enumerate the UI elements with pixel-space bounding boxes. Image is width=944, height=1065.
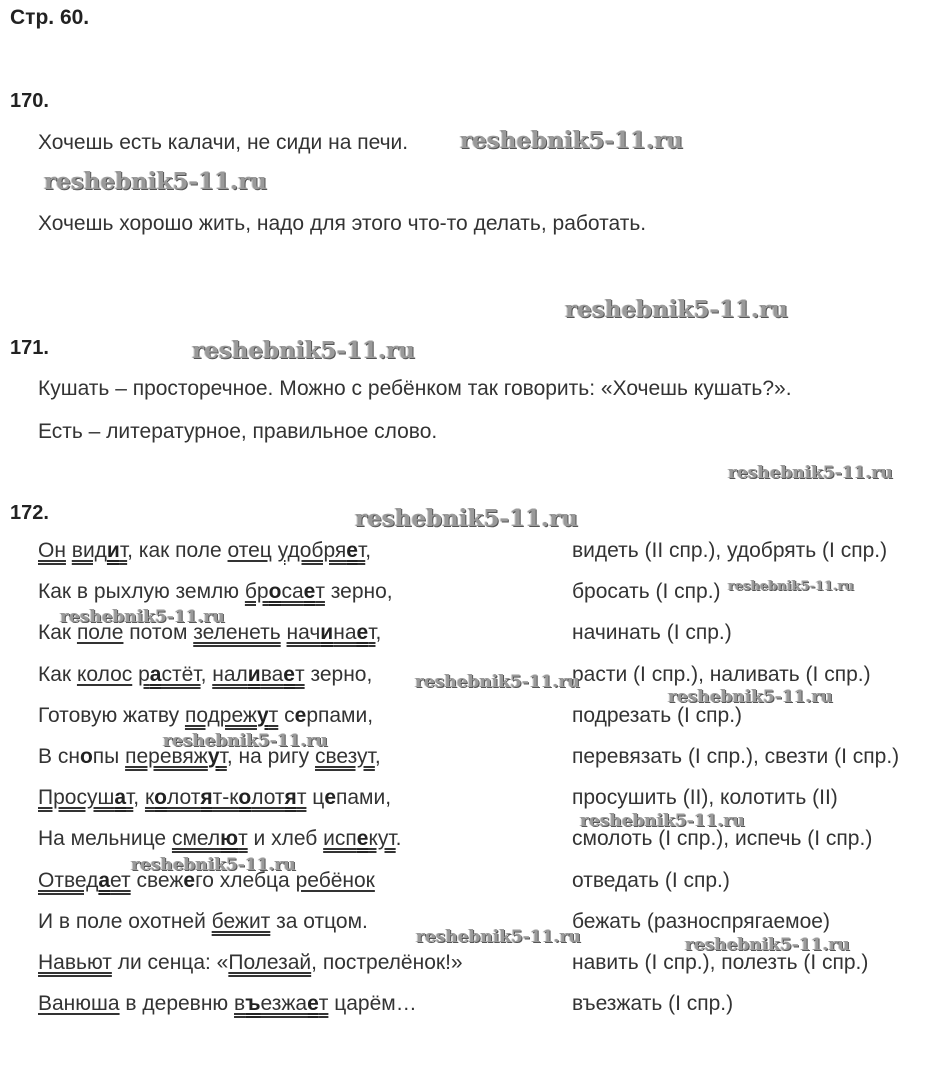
exercise-171-number: 171.	[10, 337, 49, 359]
underlined-word: на	[333, 621, 357, 644]
exercise-170-line-2: Хочешь хорошо жить, надо для этого что-то делать, работать.	[38, 212, 647, 235]
underlined-word: лот	[166, 786, 201, 809]
underlined-word: подреж	[184, 704, 257, 727]
underlined-word: и	[320, 621, 334, 644]
poem-row	[38, 704, 944, 734]
underlined-word: т	[318, 992, 329, 1015]
watermark: reshebnik5-11.ru	[668, 687, 833, 707]
underlined-word: нал	[212, 663, 248, 686]
underlined-word: и	[247, 663, 261, 686]
underlined-word: т	[294, 663, 305, 686]
underlined-word: у	[256, 704, 269, 727]
conjugation-note: подрезать (I спр.)	[572, 704, 743, 727]
underlined-word: перевяж	[125, 745, 208, 768]
poem-line: В снопы перевяжут, на ригу свезут,	[38, 745, 381, 768]
underlined-word: удобря	[277, 539, 347, 562]
underlined-word: и	[106, 539, 120, 562]
underlined-word: Просуш	[38, 786, 115, 809]
poem-line: Готовую жатву подрежут серпами,	[38, 704, 374, 727]
underlined-word: т	[126, 786, 134, 809]
exercise-170-number: 170.	[10, 90, 49, 112]
underlined-word: о	[238, 786, 252, 809]
watermark: reshebnik5-11.ru	[44, 168, 267, 195]
underlined-word: т	[296, 786, 307, 809]
underlined-word: о	[268, 580, 282, 603]
conjugation-note: отведать (I спр.)	[572, 869, 730, 892]
conjugation-note: начинать (I спр.)	[572, 621, 732, 644]
poem-line: Ванюша в деревню въезжает царём…	[38, 992, 417, 1015]
underlined-word: бр	[244, 580, 269, 603]
underlined-word: к	[144, 786, 155, 809]
watermark: reshebnik5-11.ru	[728, 579, 855, 594]
underlined-word: т	[315, 580, 325, 603]
underlined-word: я	[284, 786, 297, 809]
exercise-171-line-1: Кушать – просторечное. Можно с ребёнком так говорить: «Хочешь кушать?».	[38, 377, 792, 400]
underlined-word: исп	[323, 827, 357, 850]
underlined-word: ъ	[245, 992, 261, 1015]
underlined-word: т	[268, 704, 279, 727]
underlined-word: са	[281, 580, 304, 603]
page-label: Стр. 60.	[10, 6, 90, 29]
poem-line: Просушат, колотят-колотят цепами,	[38, 786, 392, 809]
poem-line: На мельнице смелют и хлеб испекут.	[38, 827, 402, 850]
conjugation-note: бросать (I спр.)	[572, 580, 721, 603]
poem-row	[38, 827, 944, 857]
poem-line: И в поле охотней бежит за отцом.	[38, 910, 368, 933]
underlined-word: зеленеть	[193, 621, 281, 644]
conjugation-note: расти (I спр.), наливать (I спр.)	[572, 663, 871, 686]
underlined-word: поле	[76, 621, 124, 644]
underlined-word: свезут	[315, 745, 375, 768]
exercise-171-line-2: Есть – литературное, правильное слово.	[38, 420, 438, 443]
conjugation-note: перевязать (I спр.), свезти (I спр.)	[572, 745, 900, 768]
exercise-170-line-1: Хочешь есть калачи, не сиди на печи.	[38, 131, 409, 154]
watermark: reshebnik5-11.ru	[355, 505, 578, 532]
poem-line: Отведает свежего хлебца ребёнок	[38, 869, 375, 892]
conjugation-note: смолоть (I спр.), испечь (I спр.)	[572, 827, 873, 850]
underlined-word: е	[283, 663, 295, 686]
underlined-word: т-к	[212, 786, 239, 809]
underlined-word: бежит	[211, 910, 271, 933]
poem-line: Он видит, как поле отец удобряет,	[38, 539, 372, 562]
underlined-word: Отвед	[38, 869, 99, 892]
watermark: reshebnik5-11.ru	[728, 463, 893, 483]
watermark: reshebnik5-11.ru	[163, 731, 328, 751]
underlined-word: вид	[71, 539, 107, 562]
underlined-word: ю	[220, 827, 239, 850]
underlined-word: е	[356, 827, 369, 850]
underlined-word: в	[234, 992, 246, 1015]
underlined-word: а	[114, 786, 126, 809]
exercise-172-number: 172.	[10, 502, 49, 524]
underlined-word: езжа	[260, 992, 308, 1015]
poem-row	[38, 539, 944, 569]
underlined-word: стёт	[161, 663, 201, 686]
underlined-word: я	[200, 786, 213, 809]
underlined-word: е	[303, 580, 316, 603]
underlined-word: Он	[38, 539, 66, 562]
watermark: reshebnik5-11.ru	[192, 337, 415, 364]
poem-line: Как в рыхлую землю бросает зерно,	[38, 580, 393, 603]
underlined-word: о	[154, 786, 167, 809]
conjugation-note: навить (I спр.), полезть (I спр.)	[572, 951, 869, 974]
emphasized-letter: е	[183, 869, 196, 892]
poem-line: Как колос растёт, наливает зерно,	[38, 663, 373, 686]
underlined-word: т	[368, 621, 376, 644]
underlined-word: смел	[171, 827, 221, 850]
poem-row	[38, 951, 944, 981]
watermark: reshebnik5-11.ru	[685, 935, 850, 955]
watermark: reshebnik5-11.ru	[415, 672, 580, 692]
emphasized-letter: о	[79, 745, 93, 768]
underlined-word: т	[357, 539, 366, 562]
watermark: reshebnik5-11.ru	[60, 607, 225, 627]
underlined-word: лот	[251, 786, 285, 809]
watermark: reshebnik5-11.ru	[416, 927, 581, 947]
conjugation-note: видеть (II спр.), удобрять (I спр.)	[572, 539, 888, 562]
conjugation-note: просушить (II), колотить (II)	[572, 786, 838, 809]
underlined-word: Ванюша	[38, 992, 120, 1015]
underlined-word: колос	[76, 663, 133, 686]
underlined-word: е	[346, 539, 358, 562]
poem-line: Навьют ли сенца: «Полезай, пострелёнок!»	[38, 951, 463, 974]
conjugation-note: въезжать (I спр.)	[572, 992, 734, 1015]
underlined-word: а	[98, 869, 111, 892]
watermark: reshebnik5-11.ru	[460, 127, 683, 154]
underlined-word: Навьют	[38, 951, 112, 974]
underlined-word: а	[149, 663, 162, 686]
conjugation-note: бежать (разноспрягаемое)	[572, 910, 830, 933]
underlined-word: т	[119, 539, 128, 562]
watermark: reshebnik5-11.ru	[131, 855, 296, 875]
underlined-word: р	[138, 663, 150, 686]
emphasized-letter: е	[294, 704, 307, 727]
underlined-word: нач	[286, 621, 321, 644]
underlined-word: е	[307, 992, 319, 1015]
watermark: reshebnik5-11.ru	[580, 811, 745, 831]
underlined-word: кут	[368, 827, 396, 850]
watermark: reshebnik5-11.ru	[565, 296, 788, 323]
underlined-word: Полезай	[228, 951, 312, 974]
underlined-word: т	[219, 745, 227, 768]
poem-row	[38, 786, 944, 816]
underlined-word: ребёнок	[295, 869, 375, 892]
poem-line: Как поле потом зеленеть начинает,	[38, 621, 382, 644]
underlined-word: е	[356, 621, 369, 644]
underlined-word: ва	[260, 663, 284, 686]
emphasized-letter: е	[324, 786, 336, 809]
underlined-word: ет	[110, 869, 131, 892]
underlined-word: отец	[227, 539, 272, 562]
poem-row	[38, 992, 944, 1022]
underlined-word: т	[238, 827, 248, 850]
underlined-word: у	[207, 745, 220, 768]
